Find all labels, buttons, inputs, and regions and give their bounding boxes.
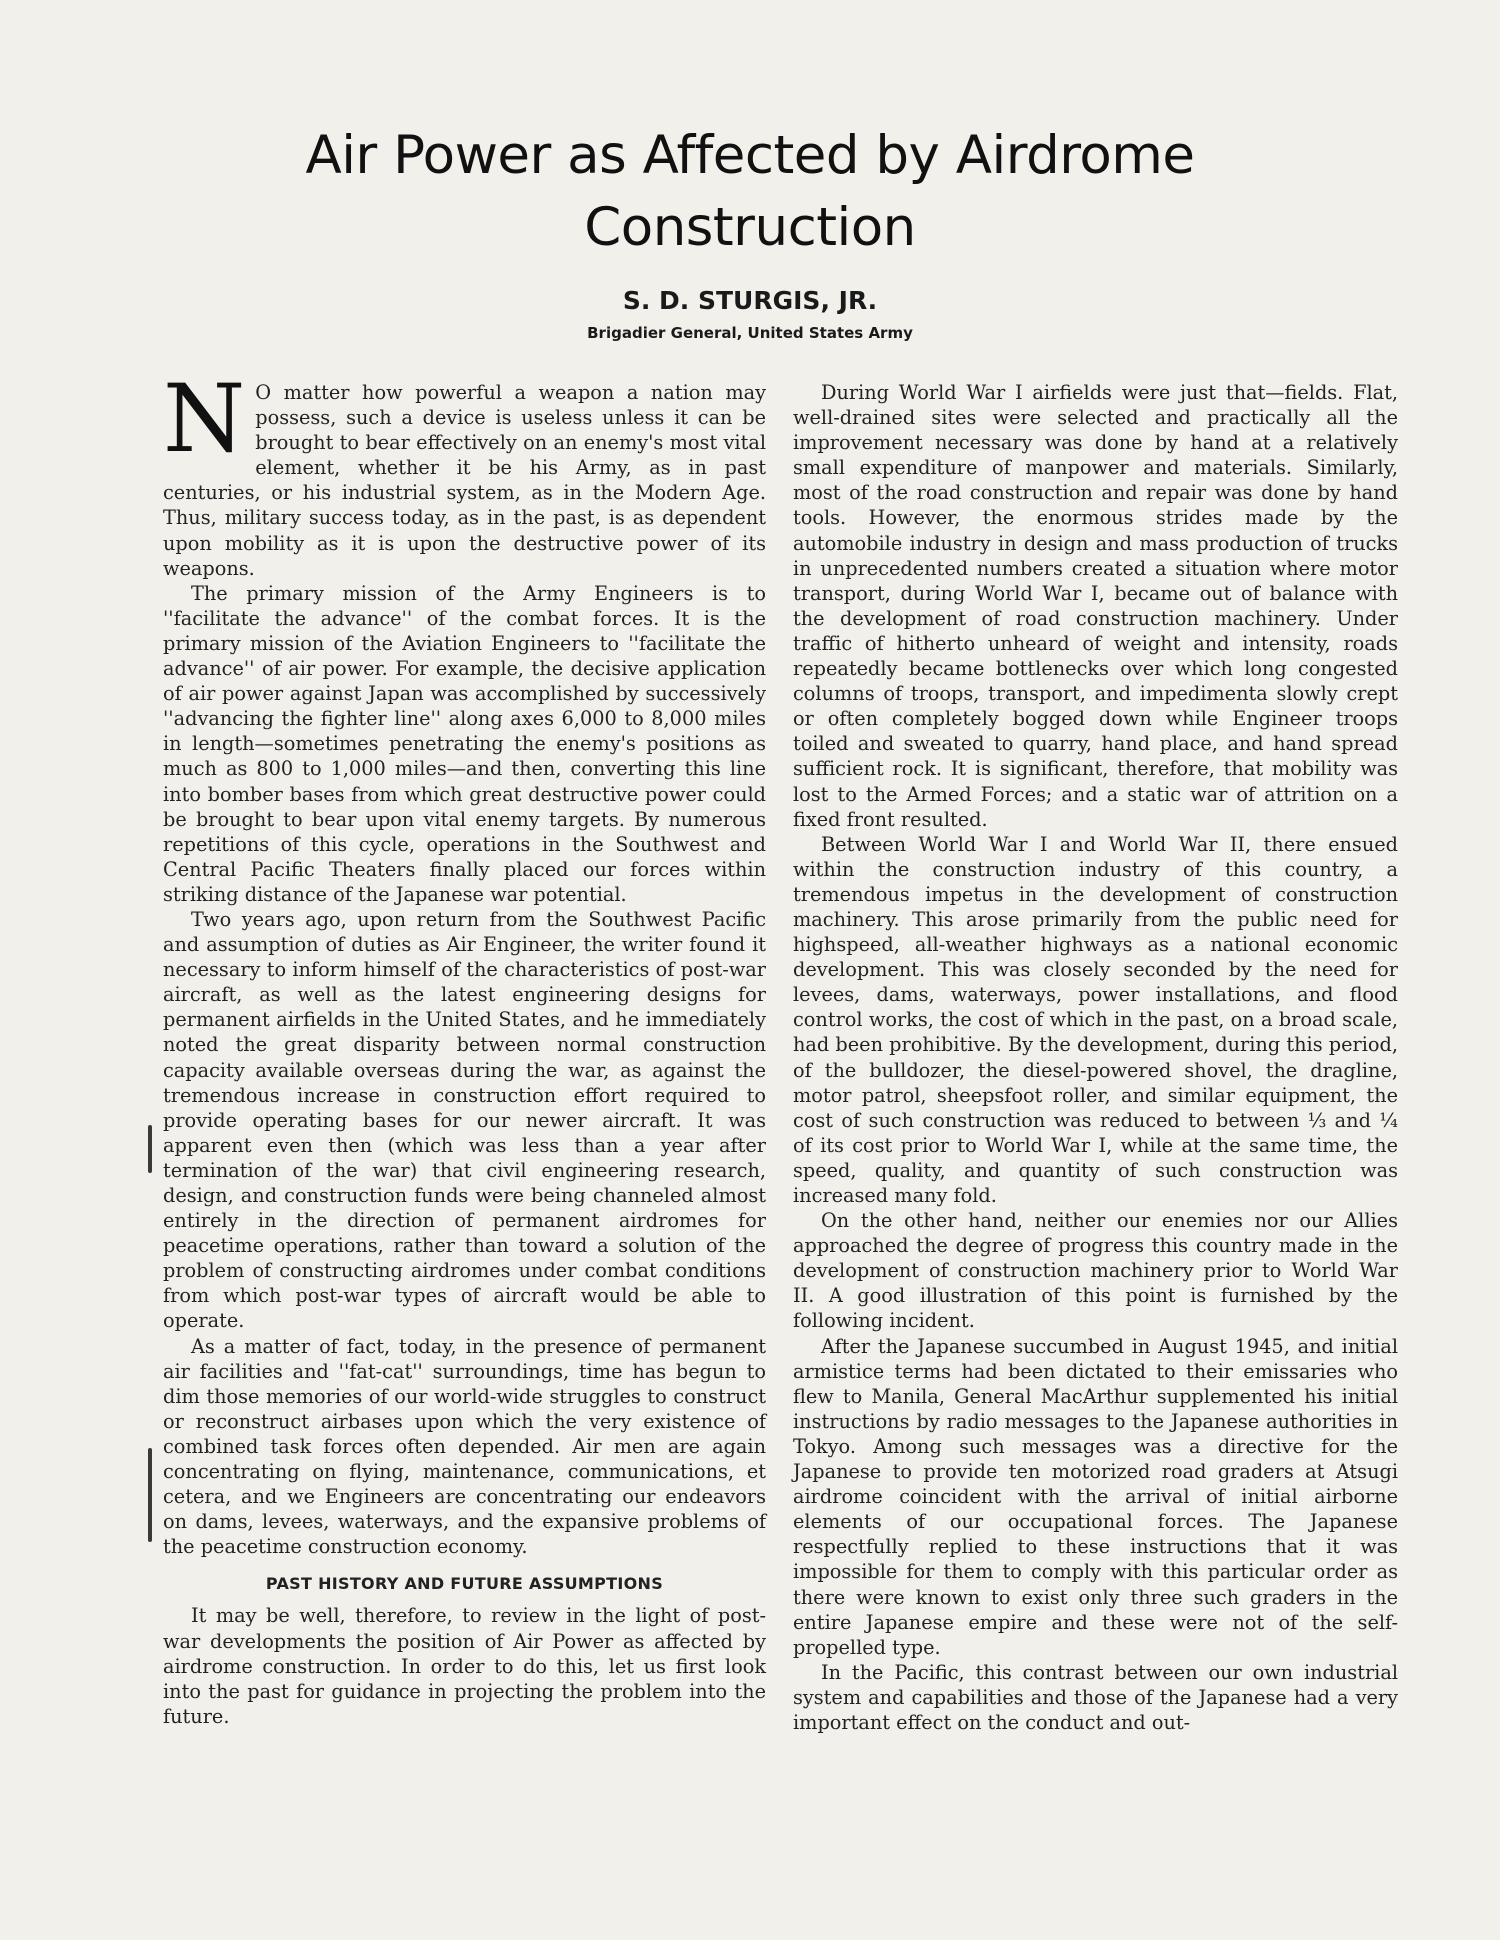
title-line-1: Air Power as Affected by Airdrome xyxy=(305,125,1195,186)
paragraph: In the Pacific, this contrast between our own industrial system and capabilities and those of the Japanese had a very important effect on the conduct and out- xyxy=(793,1660,1398,1734)
paragraph: As a matter of fact, today, in the presence of permanent air facilities and ''fat-cat'' surroundings, time has begun to dim those memories of our world-wide struggles to construct or reconstruct airbases upon which the very existence of combined task forces often depended. Air men are again concentrating on flying, maintenance, communications, et cetera, and we Engineers are concentrating our endeavors on dams, levees, waterways, and the expansive problems of the peacetime construction economy. xyxy=(163,1334,766,1559)
title-line-2: Construction xyxy=(584,197,916,258)
margin-mark xyxy=(148,1448,152,1542)
right-column xyxy=(793,380,1398,1735)
paragraph: During World War I airfields were just that—fields. Flat, well-drained sites were selected and practically all the improvement necessary was done by hand at a relatively small expenditure of manpower and materials. Similarly, most of the road construction and repair was done by hand tools. However, the enormous strides made by the automobile industry in design and mass production of trucks in unprecedented numbers created a situation where motor transport, during World War I, became out of balance with the development of road construction machinery. Under traffic of hitherto unheard of weight and intensity, roads repeatedly became bottlenecks over which long congested columns of troops, transport, and impedimenta slowly crept or often completely bogged down while Engineer troops toiled and sweated to quarry, hand place, and hand spread sufficient rock. It is significant, therefore, that mobility was lost to the Armed Forces; and a static war of attrition on a fixed front resulted. xyxy=(793,381,1398,831)
author-name: S. D. STURGIS, JR. xyxy=(622,286,878,315)
intro-text: O matter how powerful a weapon a nation may possess, such a device is useless unless it can be brought to bear effectively on an enemy's most vital element, whether it be his Army, as in past centuries, or his industrial system, as in the Modern Age. Thus, military success today, as in the past, is as dependent upon mobility as it is upon the destructive power of its weapons. xyxy=(163,381,766,580)
paragraph: Two years ago, upon return from the Southwest Pacific and assumption of duties as Air Engineer, the writer found it necessary to inform himself of the characteristics of post-war aircraft, as well as the latest engineering designs for permanent airfields in the United States, and he immediately noted the great disparity between normal construction capacity available overseas during the war, as against the tremendous increase in construction effort required to provide operating bases for our newer aircraft. It was apparent even then (which was less than a year after termination of the war) that civil engineering research, design, and construction funds were being channeled almost entirely in the direction of permanent airdromes for peacetime operations, rather than toward a solution of the problem of constructing airdromes under combat conditions from which post-war types of aircraft would be able to operate. xyxy=(163,907,766,1333)
intro-paragraph xyxy=(163,365,766,581)
paragraph: It may be well, therefore, to review in the light of post-war developments the position of Air Power as affected by airdrome construction. In order to do this, let us first look into the past for guidance in projecting the problem into the future. xyxy=(163,1604,766,1728)
paragraph: On the other hand, neither our enemies nor our Allies approached the degree of progress this country made in the development of construction machinery prior to World War II. A good illustration of this point is furnished by the following incident. xyxy=(793,1209,1398,1333)
author-affiliation: Brigadier General, United States Army xyxy=(587,324,913,342)
left-column xyxy=(163,365,766,1729)
drop-cap: N xyxy=(163,365,246,474)
paragraph: The primary mission of the Army Engineers is to ''facilitate the advance'' of the combat forces. It is the primary mission of the Aviation Engineers to ''facilitate the advance'' of air power. For example, the decisive application of air power against Japan was accomplished by successively ''advancing the fighter line'' along axes 6,000 to 8,000 miles in length—sometimes penetrating the enemy's positions as much as 800 to 1,000 miles—and then, converting this line into bomber bases from which great destructive power could be brought to bear upon vital enemy targets. By numerous repetitions of this cycle, operations in the Southwest and Central Pacific Theaters finally placed our forces within striking distance of the Japanese war potential. xyxy=(163,581,766,906)
paragraph: After the Japanese succumbed in August 1945, and initial armistice terms had been dictated to their emissaries who flew to Manila, General MacArthur supplemented his initial instructions by radio messages to the Japanese authorities in Tokyo. Among such messages was a directive for the Japanese to provide ten motorized road graders at Atsugi airdrome coincident with the arrival of initial airborne elements of our occupational forces. The Japanese respectfully replied to these instructions that it was impossible for them to comply with this particular order as there were known to exist only three such graders in the entire Japanese empire and these were not of the self-propelled type. xyxy=(793,1334,1398,1659)
margin-mark xyxy=(148,1125,152,1173)
article-title xyxy=(0,120,1500,264)
paragraph: Between World War I and World War II, there ensued within the construction industry of this country, a tremendous impetus in the development of construction machinery. This arose primarily from the public need for highspeed, all-weather highways as a national economic development. This was closely seconded by the need for levees, dams, waterways, power installations, and flood control works, the cost of which in the past, on a broad scale, had been prohibitive. By the development, during this period, of the bulldozer, the diesel-powered shovel, the dragline, motor patrol, sheepsfoot roller, and similar equipment, the cost of such construction was reduced to between ⅓ and ¼ of its cost prior to World War I, while at the same time, the speed, quality, and quantity of such construction was increased many fold. xyxy=(793,832,1398,1207)
section-heading: PAST HISTORY AND FUTURE ASSUMPTIONS xyxy=(265,1574,664,1594)
